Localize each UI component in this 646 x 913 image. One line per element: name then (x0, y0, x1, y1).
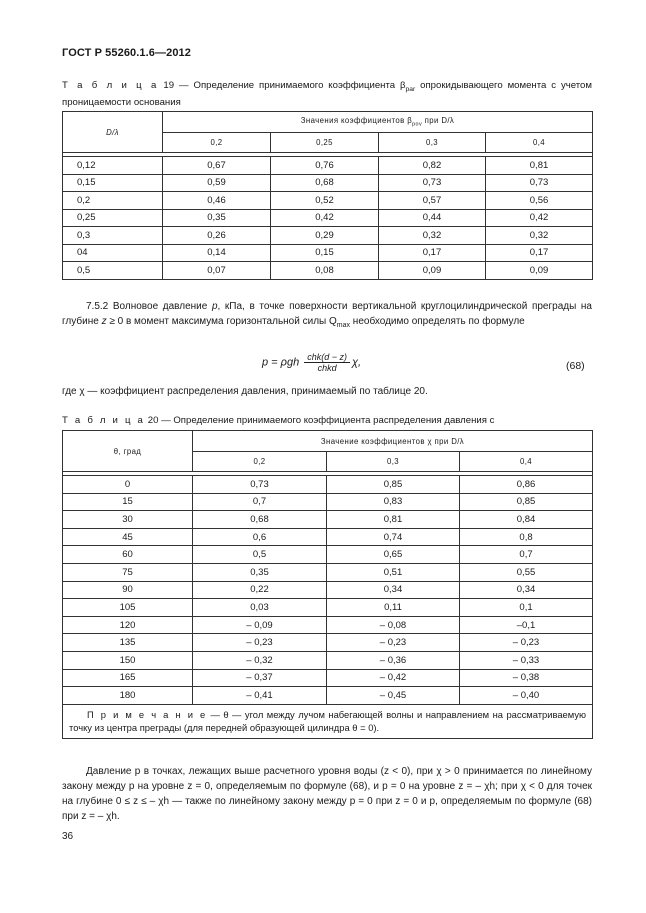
table19-column-header: 0,25 (271, 133, 379, 153)
value-cell: 0,5 (193, 546, 327, 564)
value-cell: 0,7 (193, 493, 327, 511)
document-header: ГОСТ Р 55260.1.6—2012 (62, 47, 191, 59)
value-cell: – 0,23 (460, 634, 593, 652)
value-cell: 0,76 (271, 157, 379, 175)
value-cell: 0,59 (163, 174, 271, 192)
row-label-cell: 0,2 (63, 192, 163, 210)
table20-note-label: П р и м е ч а н и е (87, 708, 208, 720)
value-cell: 0,7 (460, 546, 593, 564)
value-cell: 0,56 (486, 192, 593, 210)
table20-column-header: 0,3 (327, 452, 460, 472)
table20-body (63, 476, 593, 705)
value-cell: 0,65 (327, 546, 460, 564)
table-row (63, 244, 593, 262)
value-cell: 0,32 (486, 227, 593, 245)
table19-body (63, 157, 593, 280)
value-cell: 0,34 (327, 581, 460, 599)
value-cell: 0,57 (379, 192, 486, 210)
value-cell: 0,6 (193, 528, 327, 546)
value-cell: – 0,32 (193, 651, 327, 669)
table-row (63, 493, 593, 511)
value-cell: 0,03 (193, 599, 327, 617)
table-row (63, 616, 593, 634)
row-label-cell: 0,12 (63, 157, 163, 175)
value-cell: 0,73 (193, 476, 327, 494)
value-cell: – 0,40 (460, 687, 593, 705)
row-label-cell: 135 (63, 634, 193, 652)
table-row (63, 528, 593, 546)
table20-caption-label: Т а б л и ц а (62, 415, 146, 426)
row-label-cell: 30 (63, 511, 193, 529)
table20-note (63, 704, 593, 738)
value-cell: – 0,36 (327, 651, 460, 669)
row-label-cell: 165 (63, 669, 193, 687)
table-row (63, 669, 593, 687)
value-cell: 0,09 (379, 262, 486, 280)
table19 (62, 111, 593, 280)
equation-number: (68) (566, 360, 585, 372)
page-number: 36 (62, 831, 74, 842)
value-cell: – 0,09 (193, 616, 327, 634)
formula-68 (262, 352, 361, 382)
table19-row-header: D/λ (63, 112, 163, 153)
value-cell: 0,35 (193, 563, 327, 581)
formula-tail: χ, (352, 356, 362, 369)
para1-q-sub: max (336, 322, 351, 329)
value-cell: – 0,37 (193, 669, 327, 687)
value-cell: –0,1 (460, 616, 593, 634)
table-row (63, 476, 593, 494)
value-cell: 0,84 (460, 511, 593, 529)
value-cell: 0,22 (193, 581, 327, 599)
table-row (63, 192, 593, 210)
value-cell: 0,81 (486, 157, 593, 175)
value-cell: 0,07 (163, 262, 271, 280)
value-cell: 0,85 (327, 476, 460, 494)
table19-group-header-text: Значения коэффициентов β (300, 116, 413, 126)
table19-caption-sub: par (405, 85, 416, 93)
paragraph-where: где χ — коэффициент распределения давления, принимаемый по таблице 20. (62, 386, 428, 397)
value-cell: – 0,23 (327, 634, 460, 652)
value-cell: 0,26 (163, 227, 271, 245)
row-label-cell: 150 (63, 651, 193, 669)
table-row (63, 581, 593, 599)
value-cell: – 0,33 (460, 651, 593, 669)
paragraph-pressure-above: Давление p в точках, лежащих выше расчетного уровня воды (z < 0), при χ > 0 принимается по линейному закону между p на уровне z = 0, определяемым по формуле (68), и p = 0 на уровне z = – χh; при χ < 0 для точек на глубине 0 ≤ z ≤ – χh — также по линейному закону между p = 0 при z = 0 и p, определяемым по формуле (68) при z = – χh. (62, 766, 592, 822)
row-label-cell: 45 (63, 528, 193, 546)
table-row (63, 157, 593, 175)
table-row (63, 209, 593, 227)
table-row (63, 563, 593, 581)
para1-text-c: ≥ 0 в момент максимума горизонтальной силы Q (106, 316, 337, 327)
formula-denominator: chkd (317, 363, 337, 373)
value-cell: 0,86 (460, 476, 593, 494)
table19-caption (62, 79, 592, 109)
row-label-cell: 0,3 (63, 227, 163, 245)
value-cell: 0,42 (486, 209, 593, 227)
value-cell: 0,32 (379, 227, 486, 245)
row-label-cell: 0,15 (63, 174, 163, 192)
table19-caption-tail: опрокидывающего момента с учетом проницаемости основания (62, 80, 592, 108)
value-cell: 0,17 (486, 244, 593, 262)
value-cell: 0,74 (327, 528, 460, 546)
table19-group-header (163, 112, 593, 133)
value-cell: 0,15 (271, 244, 379, 262)
table19-column-header: 0,3 (379, 133, 486, 153)
table19-group-header-tail: при D/λ (422, 116, 455, 126)
row-label-cell: 04 (63, 244, 163, 262)
value-cell: 0,42 (271, 209, 379, 227)
value-cell: 0,55 (460, 563, 593, 581)
value-cell: 0,09 (486, 262, 593, 280)
table20 (62, 430, 593, 739)
value-cell: – 0,38 (460, 669, 593, 687)
value-cell: 0,34 (460, 581, 593, 599)
value-cell: 0,11 (327, 599, 460, 617)
table-row (63, 546, 593, 564)
table-row (63, 174, 593, 192)
value-cell: – 0,08 (327, 616, 460, 634)
table20-caption (62, 414, 592, 427)
value-cell: 0,68 (271, 174, 379, 192)
value-cell: – 0,41 (193, 687, 327, 705)
value-cell: – 0,42 (327, 669, 460, 687)
value-cell: 0,51 (327, 563, 460, 581)
row-label-cell: 105 (63, 599, 193, 617)
table20-row-header: θ, град (63, 431, 193, 472)
table20-caption-text: 20 — Определение принимаемого коэффициента распределения давления c (147, 415, 495, 426)
table19-group-header-sub: pov (412, 121, 423, 128)
table20-column-header: 0,4 (460, 452, 593, 472)
row-label-cell: 0 (63, 476, 193, 494)
value-cell: 0,82 (379, 157, 486, 175)
table20-group-header: Значение коэффициентов χ при D/λ (193, 431, 593, 452)
row-label-cell: 90 (63, 581, 193, 599)
value-cell: 0,14 (163, 244, 271, 262)
value-cell: 0,85 (460, 493, 593, 511)
formula-lhs: p = ρgh (262, 356, 300, 369)
value-cell: 0,68 (193, 511, 327, 529)
value-cell: 0,29 (271, 227, 379, 245)
value-cell: 0,1 (460, 599, 593, 617)
value-cell: – 0,45 (327, 687, 460, 705)
para1-text-b: , кПа, в точке поверхности вертикальной круглоцилиндрической преграды на глубине (62, 301, 592, 327)
row-label-cell: 180 (63, 687, 193, 705)
table19-caption-label: Т а б л и ц а (62, 80, 159, 91)
table-row (63, 634, 593, 652)
value-cell: 0,35 (163, 209, 271, 227)
value-cell: 0,8 (460, 528, 593, 546)
value-cell: – 0,23 (193, 634, 327, 652)
table-row (63, 511, 593, 529)
value-cell: 0,73 (379, 174, 486, 192)
row-label-cell: 15 (63, 493, 193, 511)
table-row (63, 651, 593, 669)
row-label-cell: 0,25 (63, 209, 163, 227)
value-cell: 0,52 (271, 192, 379, 210)
formula-numerator: chk(d − z) (304, 352, 350, 363)
table19-caption-text: 19 — Определение принимаемого коэффициента β (163, 80, 406, 91)
para1-text-d: необходимо определять по формуле (350, 316, 525, 327)
table-row (63, 262, 593, 280)
table20-column-header: 0,2 (193, 452, 327, 472)
row-label-cell: 120 (63, 616, 193, 634)
para1-p: p (211, 301, 218, 312)
para1-text-a: 7.5.2 Волновое давление (86, 301, 212, 312)
value-cell: 0,83 (327, 493, 460, 511)
value-cell: 0,67 (163, 157, 271, 175)
row-label-cell: 60 (63, 546, 193, 564)
value-cell: 0,73 (486, 174, 593, 192)
para1-z: z (101, 316, 107, 327)
table-row (63, 687, 593, 705)
value-cell: 0,08 (271, 262, 379, 280)
row-label-cell: 75 (63, 563, 193, 581)
table-row (63, 599, 593, 617)
table19-column-header: 0,4 (486, 133, 593, 153)
value-cell: 0,17 (379, 244, 486, 262)
table-row (63, 227, 593, 245)
table19-column-header: 0,2 (163, 133, 271, 153)
value-cell: 0,81 (327, 511, 460, 529)
row-label-cell: 0,5 (63, 262, 163, 280)
value-cell: 0,44 (379, 209, 486, 227)
paragraph-7-5-2 (62, 299, 592, 333)
formula-fraction (304, 352, 350, 373)
value-cell: 0,46 (163, 192, 271, 210)
table20-note-text: — θ — угол между лучом набегающей волны и направлением на рассматриваемую точку из центра преграды (для передней образующей цилиндра θ = 0). (69, 708, 587, 733)
